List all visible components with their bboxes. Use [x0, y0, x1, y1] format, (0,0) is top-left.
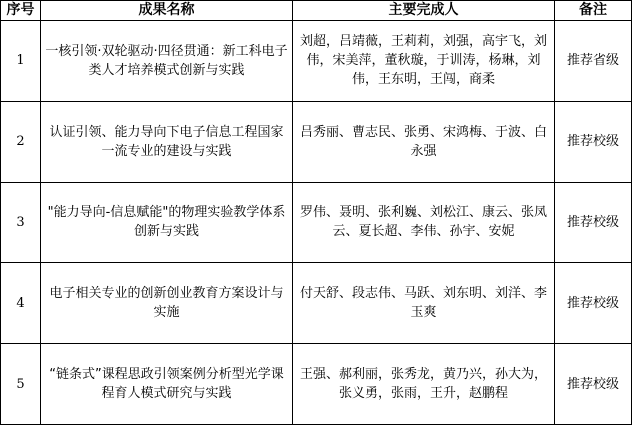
row-title: "能力导向-信息赋能"的物理实验教学体系创新与实践	[41, 182, 293, 263]
row-people: 吕秀丽、曹志民、张勇、宋鸿梅、于波、白永强	[293, 101, 555, 182]
header-title: 成果名称	[41, 1, 293, 21]
row-index: 2	[1, 101, 41, 182]
row-note: 推荐校级	[555, 182, 632, 263]
row-people: 罗伟、聂明、张利巍、刘松江、康云、张凤云、夏长超、李伟、孙宇、安妮	[293, 182, 555, 263]
table-row	[1, 263, 632, 344]
row-title: “链条式”课程思政引领案例分析型光学课程育人模式研究与实践	[41, 344, 293, 425]
header-row	[1, 1, 632, 21]
table-row	[1, 344, 632, 425]
row-title: 认证引领、能力导向下电子信息工程国家一流专业的建设与实践	[41, 101, 293, 182]
row-index: 5	[1, 344, 41, 425]
table-row	[1, 21, 632, 102]
row-note: 推荐校级	[555, 101, 632, 182]
row-title: 一核引领·双轮驱动·四径贯通：新工科电子类人才培养模式创新与实践	[41, 21, 293, 102]
row-index: 3	[1, 182, 41, 263]
row-note: 推荐校级	[555, 263, 632, 344]
header-index: 序号	[1, 1, 41, 21]
row-title: 电子相关专业的创新创业教育方案设计与实施	[41, 263, 293, 344]
row-people: 付天舒、段志伟、马跃、刘东明、刘洋、李玉爽	[293, 263, 555, 344]
header-note: 备注	[555, 1, 632, 21]
header-people: 主要完成人	[293, 1, 555, 21]
row-people: 王强、郝利丽，张秀龙，黄乃兴，孙大为，张义勇，张雨，王升，赵鹏程	[293, 344, 555, 425]
row-note: 推荐校级	[555, 344, 632, 425]
table-row	[1, 101, 632, 182]
row-index: 4	[1, 263, 41, 344]
row-index: 1	[1, 21, 41, 102]
table-row	[1, 182, 632, 263]
row-people: 刘超，吕靖薇，王莉莉，刘强，高宇飞，刘伟，宋美萍，董秋璇，于训涛，杨琳，刘伟，王东明，王闯，商柔	[293, 21, 555, 102]
row-note: 推荐省级	[555, 21, 632, 102]
